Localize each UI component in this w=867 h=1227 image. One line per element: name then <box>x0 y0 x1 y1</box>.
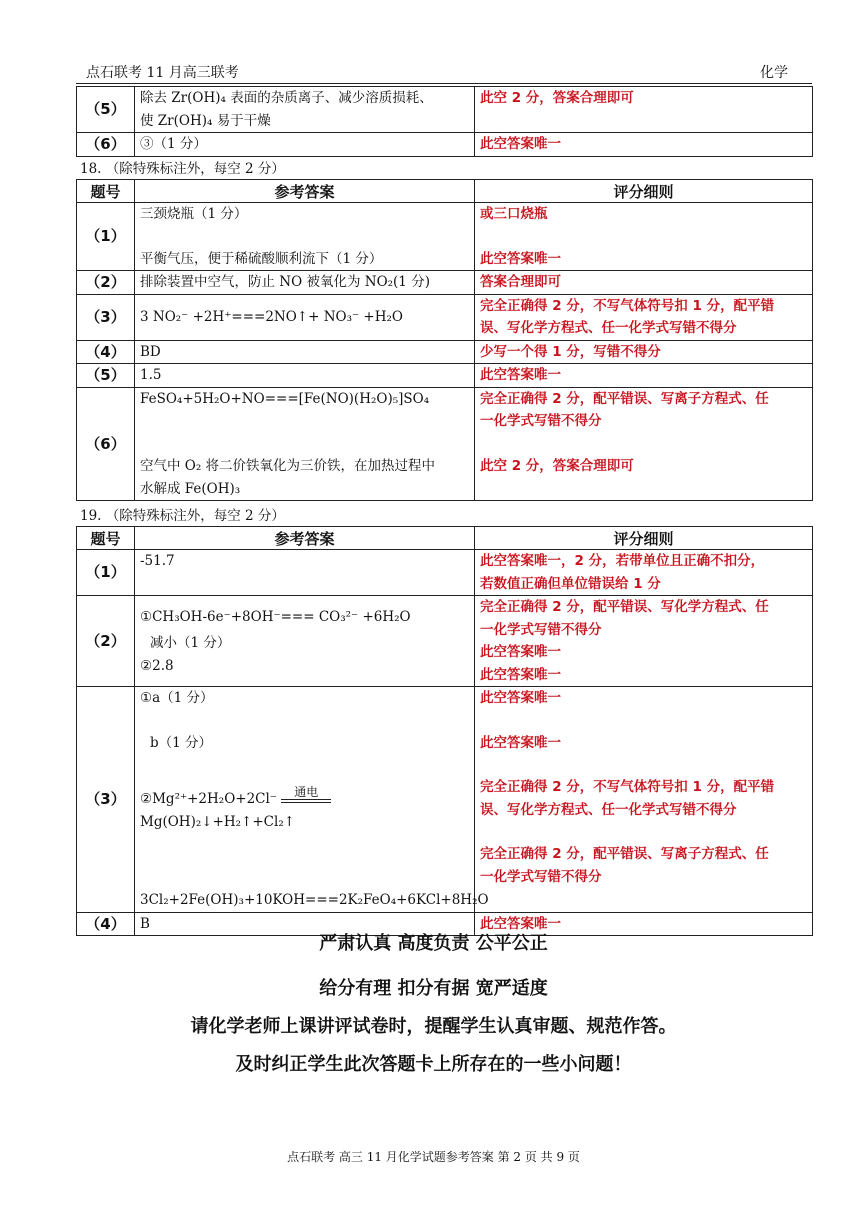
question-number: （5） <box>77 87 135 133</box>
answer-line: 减小（1 分） <box>150 635 231 651</box>
slogan-4: 及时纠正学生此次答题卡上所存在的一些小问题！ <box>235 1054 632 1075</box>
rule-line: 完全正确得 2 分，不写气体符号扣 1 分，配平错 <box>480 297 775 314</box>
rule-line: 此空答案唯一 <box>480 644 561 660</box>
header-left: 点石联考 11 月高三联考 <box>86 65 239 81</box>
rule-cell <box>475 550 813 596</box>
rule-line: 此空答案唯一 <box>480 250 561 267</box>
rule-line: 此空 2 分，答案合理即可 <box>480 457 634 474</box>
col-header-number: 题号 <box>77 180 135 203</box>
rule-line: 一化学式写错不得分 <box>480 868 602 885</box>
col-header-rule: 评分细则 <box>475 527 813 550</box>
rule-cell: 此空答案唯一 <box>475 133 813 157</box>
answer-cell <box>135 687 489 913</box>
rule-line: 若数值正确但单位错误给 1 分 <box>480 575 661 592</box>
answer-cell <box>135 87 475 133</box>
rule-line: 误、写化学方程式、任一化学式写错不得分 <box>480 320 737 336</box>
table-row <box>77 294 813 340</box>
rule-line: 或三口烧瓶 <box>480 206 548 222</box>
rule-cell <box>475 596 813 687</box>
question-number: （1） <box>77 550 135 596</box>
answer-cell: ③（1 分） <box>135 133 475 157</box>
table-row <box>77 340 813 364</box>
question-number: （3） <box>77 687 135 913</box>
question-number: （4） <box>77 340 135 364</box>
answer-line: 平衡气压，便于稀硫酸顺利流下（1 分） <box>140 250 383 267</box>
col-header-number: 题号 <box>77 527 135 550</box>
answer-line: 空气中 O₂ 将二价铁氧化为三价铁，在加热过程中 <box>140 458 436 474</box>
answer-line: 3Cl₂+2Fe(OH)₃+10KOH===2K₂FeO₄+6KCl+8H₂O <box>140 892 489 908</box>
table-q18 <box>76 179 813 501</box>
col-header-answer: 参考答案 <box>135 180 475 203</box>
rule-cell <box>475 387 813 501</box>
table-row <box>77 550 813 596</box>
equation-right: Mg(OH)₂↓+H₂↑+Cl₂↑ <box>140 813 296 830</box>
question-number: （6） <box>77 387 135 501</box>
condition-arrow <box>281 785 331 803</box>
condition-label: 通电 <box>294 785 319 799</box>
answer-line: ①CH₃OH-6e⁻+8OH⁻=== CO₃²⁻ +6H₂O <box>140 609 411 625</box>
rule-cell: 此空答案唯一 <box>475 364 813 388</box>
answer-cell: 1.5 <box>135 364 475 388</box>
table-row <box>77 687 813 913</box>
answer-line: 使 Zr(OH)₄ 易于干燥 <box>140 112 271 129</box>
header-subject: 化学 <box>760 65 788 81</box>
slogan-3: 请化学老师上课讲评试卷时，提醒学生认真审题、规范作答。 <box>190 1016 677 1037</box>
rule-line: 一化学式写错不得分 <box>480 621 602 638</box>
table-row <box>77 133 813 157</box>
question-number: （3） <box>77 294 135 340</box>
rule-line: 此空答案唯一 <box>480 690 561 706</box>
answer-cell: B <box>135 912 475 936</box>
rule-line: 完全正确得 2 分，配平错误、写离子方程式、任 <box>480 846 769 862</box>
answer-cell: 3 NO₂⁻ +2H⁺===2NO↑+ NO₃⁻ +H₂O <box>135 294 475 340</box>
rule-cell: 此空 2 分，答案合理即可 <box>475 87 813 133</box>
question-number: （2） <box>77 271 135 295</box>
rule-line: 此空答案唯一 <box>480 734 561 751</box>
question-number: （5） <box>77 364 135 388</box>
answer-cell: 排除装置中空气，防止 NO 被氧化为 NO₂(1 分) <box>135 271 475 295</box>
table-row <box>77 203 813 271</box>
rule-cell <box>475 294 813 340</box>
question-number: （4） <box>77 912 135 936</box>
table-row <box>77 387 813 501</box>
answer-line: ①a（1 分） <box>140 690 214 706</box>
answer-cell: -51.7 <box>135 550 475 596</box>
answer-cell <box>135 596 475 687</box>
answer-cell: BD <box>135 340 475 364</box>
rule-line: 一化学式写错不得分 <box>480 413 602 429</box>
header-rule <box>76 83 812 84</box>
rule-line: 此空答案唯一，2 分，若带单位且正确不扣分， <box>480 553 765 569</box>
answer-line: 水解成 Fe(OH)₃ <box>140 480 241 497</box>
rule-cell: 答案合理即可 <box>475 271 813 295</box>
page-footer: 点石联考 高三 11 月化学试题参考答案 第 2 页 共 9 页 <box>287 1150 580 1164</box>
answer-cell <box>135 203 475 271</box>
answer-line: b（1 分） <box>150 734 213 751</box>
rule-cell: 少写一个得 1 分，写错不得分 <box>475 340 813 364</box>
answer-line: 除去 Zr(OH)₄ 表面的杂质离子、减少溶质损耗、 <box>140 90 433 106</box>
slogan-1: 严肃认真 高度负责 公平公正 <box>319 933 548 954</box>
electrolysis-equation <box>140 776 469 833</box>
rule-cell <box>475 203 813 271</box>
q19-note: 19. （除特殊标注外，每空 2 分） <box>80 508 285 524</box>
table-row <box>77 364 813 388</box>
rule-line: 误、写化学方程式、任一化学式写错不得分 <box>480 801 737 818</box>
rule-line: 此空答案唯一 <box>480 666 561 683</box>
rule-cell <box>475 687 813 913</box>
table-row <box>77 271 813 295</box>
rule-cell: 此空答案唯一 <box>475 912 813 936</box>
answer-line: FeSO₄+5H₂O+NO===[Fe(NO)(H₂O)₅]SO₄ <box>140 390 430 407</box>
rule-line: 完全正确得 2 分，配平错误、写化学方程式、任 <box>480 599 769 615</box>
slogan-2: 给分有理 扣分有据 宽严适度 <box>319 978 548 999</box>
question-number: （2） <box>77 596 135 687</box>
rule-line: 完全正确得 2 分，不写气体符号扣 1 分，配平错 <box>480 779 775 795</box>
answer-line: ②2.8 <box>140 657 174 674</box>
question-number: （6） <box>77 133 135 157</box>
q18-note: 18. （除特殊标注外，每空 2 分） <box>80 161 285 177</box>
answer-cell <box>135 387 475 501</box>
answer-line: 三颈烧瓶（1 分） <box>140 206 248 222</box>
equation-left: ②Mg²⁺+2H₂O+2Cl⁻ <box>140 791 277 807</box>
col-header-rule: 评分细则 <box>475 180 813 203</box>
table-q17-continued <box>76 86 813 157</box>
col-header-answer: 参考答案 <box>135 527 475 550</box>
table-row <box>77 87 813 133</box>
table-row <box>77 596 813 687</box>
table-header-row <box>77 527 813 550</box>
rule-line: 完全正确得 2 分，配平错误、写离子方程式、任 <box>480 390 769 407</box>
table-q19 <box>76 526 813 936</box>
table-header-row <box>77 180 813 203</box>
question-number: （1） <box>77 203 135 271</box>
